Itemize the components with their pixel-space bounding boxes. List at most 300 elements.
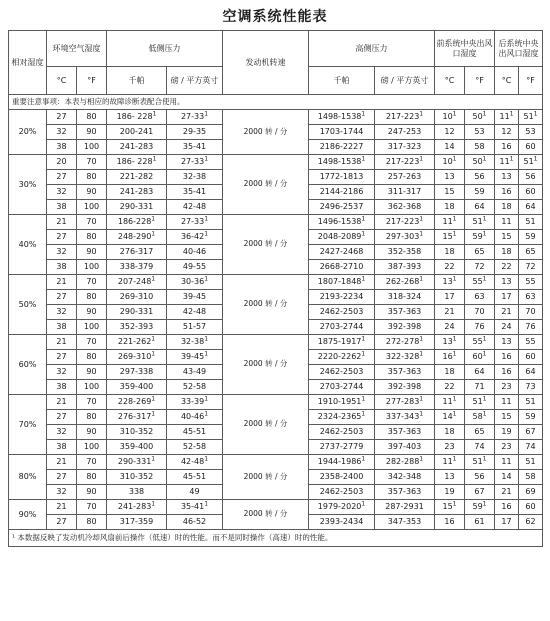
cell-rear-c: 11 bbox=[495, 395, 519, 410]
cell-high-kpa: 2496-2537 bbox=[309, 200, 375, 215]
cell-high-psi: 287-2931 bbox=[375, 500, 435, 515]
cell-rear-c: 14 bbox=[495, 470, 519, 485]
footnote-marker: 1 bbox=[204, 350, 209, 358]
cell-high-psi: $217-223^1$ bbox=[375, 215, 435, 230]
cell-ambient-f: 80 bbox=[77, 230, 107, 245]
cell-front-f: 65 bbox=[465, 245, 495, 260]
cell-engine-speed: 2000 转 / 分 bbox=[223, 110, 309, 155]
footnote-marker: 1 bbox=[419, 230, 424, 238]
cell-low-psi: 42-48 bbox=[167, 200, 223, 215]
footnote-marker: 1 bbox=[419, 155, 424, 163]
cell-ambient-c: 21 bbox=[47, 395, 77, 410]
cell-ambient-f: 90 bbox=[77, 485, 107, 500]
cell-low-kpa: $269-310^1$ bbox=[107, 350, 167, 365]
cell-ambient-f: 70 bbox=[77, 335, 107, 350]
table-row bbox=[9, 110, 543, 125]
cell-low-kpa: 310-352 bbox=[107, 470, 167, 485]
cell-rear-c: 12 bbox=[495, 125, 519, 140]
footnote-marker: 1 bbox=[452, 350, 457, 358]
cell-front-c: $15^1$ bbox=[435, 500, 465, 515]
footnote-marker: 1 bbox=[482, 110, 487, 118]
cell-relative-humidity: 80% bbox=[9, 455, 47, 500]
footnote-marker: 1 bbox=[482, 155, 487, 163]
cell-front-c: 12 bbox=[435, 125, 465, 140]
footnote-marker: 1 bbox=[151, 275, 156, 283]
footnote-marker: 1 bbox=[361, 230, 366, 238]
cell-low-psi: 32-38 bbox=[167, 170, 223, 185]
cell-high-kpa: 2358-2400 bbox=[309, 470, 375, 485]
cell-high-psi: 362-368 bbox=[375, 200, 435, 215]
cell-rear-f: 63 bbox=[519, 290, 543, 305]
cell-ambient-c: 32 bbox=[47, 365, 77, 380]
cell-ambient-f: 70 bbox=[77, 395, 107, 410]
cell-low-psi: $27-33^1$ bbox=[167, 110, 223, 125]
cell-low-kpa: $228-269^1$ bbox=[107, 395, 167, 410]
cell-low-psi: 39-45 bbox=[167, 290, 223, 305]
table-row bbox=[9, 215, 543, 230]
cell-ambient-c: 38 bbox=[47, 380, 77, 395]
cell-high-psi: 392-398 bbox=[375, 320, 435, 335]
cell-ambient-c: 27 bbox=[47, 110, 77, 125]
cell-high-kpa: 2462-2503 bbox=[309, 305, 375, 320]
cell-low-kpa: 338-379 bbox=[107, 260, 167, 275]
footnote-marker: 1 bbox=[361, 215, 366, 223]
footnote-marker: 1 bbox=[361, 335, 366, 343]
cell-engine-speed: 2000 转 / 分 bbox=[223, 335, 309, 395]
cell-ambient-c: 32 bbox=[47, 245, 77, 260]
cell-high-psi: 357-363 bbox=[375, 485, 435, 500]
cell-front-f: 74 bbox=[465, 440, 495, 455]
cell-high-kpa: 1498-1538$^1$ bbox=[309, 155, 375, 170]
cell-front-f: $60^1$ bbox=[465, 350, 495, 365]
cell-high-kpa: 1875-1917$^1$ bbox=[309, 335, 375, 350]
table-title: 空调系统性能表 bbox=[222, 9, 328, 25]
header-rear-c: °C bbox=[495, 67, 519, 95]
cell-high-psi: $282-288^1$ bbox=[375, 455, 435, 470]
header-rear-outlet: 后系统中央出风口湿度 bbox=[495, 31, 543, 67]
cell-low-psi: 40-46 bbox=[167, 245, 223, 260]
cell-high-kpa: 1496-1538$^1$ bbox=[309, 215, 375, 230]
cell-rear-f: 60 bbox=[519, 350, 543, 365]
footnote-marker: 1 bbox=[509, 110, 514, 118]
footnote-marker: 1 bbox=[482, 335, 487, 343]
footnote-marker: 1 bbox=[204, 455, 209, 463]
cell-low-psi: 51-57 bbox=[167, 320, 223, 335]
cell-ambient-f: 90 bbox=[77, 125, 107, 140]
header-low-side-pressure: 低侧压力 bbox=[107, 31, 223, 67]
cell-low-kpa: 310-352 bbox=[107, 425, 167, 440]
cell-rear-f: 59 bbox=[519, 230, 543, 245]
cell-high-psi: 247-253 bbox=[375, 125, 435, 140]
cell-front-c: 18 bbox=[435, 245, 465, 260]
cell-rear-f: 58 bbox=[519, 470, 543, 485]
footnote-marker: 1 bbox=[452, 335, 457, 343]
cell-rear-c: $11^1$ bbox=[495, 110, 519, 125]
cell-ambient-c: 27 bbox=[47, 410, 77, 425]
cell-low-psi: $27-33^1$ bbox=[167, 215, 223, 230]
table-row bbox=[9, 155, 543, 170]
cell-front-f: 65 bbox=[465, 425, 495, 440]
footnote-marker: 1 bbox=[419, 455, 424, 463]
cell-high-psi: $322-328^1$ bbox=[375, 350, 435, 365]
cell-rear-f: 70 bbox=[519, 305, 543, 320]
footnote: ¹ 本数据反映了发动机冷却风扇前后操作（低速）时的性能。而不是同时操作（高速）时的性能。 bbox=[9, 530, 543, 547]
cell-ambient-c: 21 bbox=[47, 455, 77, 470]
footnote-marker: 1 bbox=[452, 410, 457, 418]
cell-front-f: $59^1$ bbox=[465, 230, 495, 245]
cell-high-kpa: 2427-2468 bbox=[309, 245, 375, 260]
footnote-marker: 1 bbox=[361, 155, 366, 163]
cell-high-kpa: 2220-2262$^1$ bbox=[309, 350, 375, 365]
footnote-marker: 1 bbox=[204, 395, 209, 403]
cell-rear-c: 21 bbox=[495, 305, 519, 320]
footnote-marker: 1 bbox=[452, 395, 457, 403]
cell-rear-f: 64 bbox=[519, 200, 543, 215]
cell-front-c: 18 bbox=[435, 365, 465, 380]
cell-rear-c: 11 bbox=[495, 215, 519, 230]
cell-ambient-c: 21 bbox=[47, 335, 77, 350]
cell-rear-f: $51^1$ bbox=[519, 110, 543, 125]
cell-front-c: 15 bbox=[435, 185, 465, 200]
cell-front-c: $10^1$ bbox=[435, 110, 465, 125]
cell-low-kpa: 200-241 bbox=[107, 125, 167, 140]
cell-ambient-f: 80 bbox=[77, 515, 107, 530]
header-ambient-air: 环境空气湿度 bbox=[47, 31, 107, 67]
header-ambient-f: °F bbox=[77, 67, 107, 95]
cell-low-kpa: 241-283 bbox=[107, 140, 167, 155]
footnote-marker: 1 bbox=[419, 335, 424, 343]
cell-high-kpa: 1910-1951$^1$ bbox=[309, 395, 375, 410]
cell-ambient-f: 100 bbox=[77, 380, 107, 395]
cell-low-psi: 49 bbox=[167, 485, 223, 500]
footnote-marker: 1 bbox=[482, 215, 487, 223]
cell-ambient-c: 32 bbox=[47, 425, 77, 440]
footnote-marker: 1 bbox=[151, 500, 156, 508]
cell-low-psi: 35-41 bbox=[167, 185, 223, 200]
cell-low-psi: 29-35 bbox=[167, 125, 223, 140]
cell-low-kpa: $186-228^1$ bbox=[107, 215, 167, 230]
cell-rear-c: 13 bbox=[495, 170, 519, 185]
cell-relative-humidity: 90% bbox=[9, 500, 47, 530]
header-low-kpa: 千帕 bbox=[107, 67, 167, 95]
footnote-marker: 1 bbox=[482, 230, 487, 238]
cell-rear-c: 21 bbox=[495, 485, 519, 500]
cell-front-c: $11^1$ bbox=[435, 455, 465, 470]
cell-ambient-c: 38 bbox=[47, 140, 77, 155]
cell-front-c: 13 bbox=[435, 470, 465, 485]
cell-low-kpa: $290-331^1$ bbox=[107, 455, 167, 470]
cell-high-kpa: 2144-2186 bbox=[309, 185, 375, 200]
cell-ambient-c: 27 bbox=[47, 515, 77, 530]
table-row bbox=[9, 275, 543, 290]
footnote-marker: 1 bbox=[419, 410, 424, 418]
cell-front-f: $51^1$ bbox=[465, 395, 495, 410]
cell-high-kpa: 2324-2365$^1$ bbox=[309, 410, 375, 425]
cell-rear-c: 19 bbox=[495, 425, 519, 440]
cell-ambient-f: 80 bbox=[77, 350, 107, 365]
cell-low-kpa: 186- $228^1$ bbox=[107, 110, 167, 125]
footnote-marker: 1 bbox=[482, 275, 487, 283]
footnote-marker: 1 bbox=[452, 110, 457, 118]
cell-low-kpa: $221-262^1$ bbox=[107, 335, 167, 350]
cell-ambient-f: 80 bbox=[77, 410, 107, 425]
cell-high-psi: 392-398 bbox=[375, 380, 435, 395]
cell-rear-c: 15 bbox=[495, 230, 519, 245]
cell-ambient-f: 100 bbox=[77, 440, 107, 455]
cell-high-kpa: 2462-2503 bbox=[309, 425, 375, 440]
cell-ambient-f: 90 bbox=[77, 305, 107, 320]
cell-high-kpa: 1498-1538$^1$ bbox=[309, 110, 375, 125]
cell-front-f: 58 bbox=[465, 140, 495, 155]
cell-rear-f: 60 bbox=[519, 500, 543, 515]
cell-front-c: 23 bbox=[435, 440, 465, 455]
cell-high-kpa: 2703-2744 bbox=[309, 320, 375, 335]
cell-low-kpa: 359-400 bbox=[107, 440, 167, 455]
cell-front-f: 56 bbox=[465, 170, 495, 185]
cell-rear-f: 62 bbox=[519, 515, 543, 530]
cell-rear-f: 59 bbox=[519, 410, 543, 425]
cell-front-f: $51^1$ bbox=[465, 215, 495, 230]
cell-rear-f: 56 bbox=[519, 170, 543, 185]
cell-high-kpa: 2462-2503 bbox=[309, 365, 375, 380]
cell-relative-humidity: 20% bbox=[9, 110, 47, 155]
cell-front-c: $14^1$ bbox=[435, 410, 465, 425]
cell-low-kpa: 186- $228^1$ bbox=[107, 155, 167, 170]
cell-front-c: 22 bbox=[435, 380, 465, 395]
cell-low-kpa: $248-290^1$ bbox=[107, 230, 167, 245]
cell-front-f: 71 bbox=[465, 380, 495, 395]
cell-ambient-c: 32 bbox=[47, 485, 77, 500]
footnote-marker: 1 bbox=[419, 350, 424, 358]
cell-low-psi: $42-48^1$ bbox=[167, 455, 223, 470]
cell-low-kpa: $207-248^1$ bbox=[107, 275, 167, 290]
cell-high-psi: $297-303^1$ bbox=[375, 230, 435, 245]
cell-rear-c: 16 bbox=[495, 500, 519, 515]
cell-high-kpa: 2703-2744 bbox=[309, 380, 375, 395]
cell-ambient-f: 70 bbox=[77, 500, 107, 515]
cell-high-psi: 387-393 bbox=[375, 260, 435, 275]
footnote-marker: 1 bbox=[204, 110, 209, 118]
cell-rear-c: 16 bbox=[495, 350, 519, 365]
cell-engine-speed: 2000 转 / 分 bbox=[223, 500, 309, 530]
footnote-marker: 1 bbox=[361, 395, 366, 403]
cell-ambient-f: 80 bbox=[77, 290, 107, 305]
cell-high-psi: 347-353 bbox=[375, 515, 435, 530]
cell-rear-c: 11 bbox=[495, 455, 519, 470]
cell-low-kpa: 359-400 bbox=[107, 380, 167, 395]
cell-front-f: 72 bbox=[465, 260, 495, 275]
cell-relative-humidity: 30% bbox=[9, 155, 47, 215]
cell-front-c: $11^1$ bbox=[435, 395, 465, 410]
header-front-c: °C bbox=[435, 67, 465, 95]
footnote-marker: 1 bbox=[482, 395, 487, 403]
cell-high-psi: $262-268^1$ bbox=[375, 275, 435, 290]
cell-rear-c: 16 bbox=[495, 185, 519, 200]
footnote-marker: 1 bbox=[204, 155, 209, 163]
footnote-marker: 1 bbox=[452, 155, 457, 163]
footnote-marker: 1 bbox=[204, 335, 209, 343]
cell-front-c: $10^1$ bbox=[435, 155, 465, 170]
cell-low-psi: 49-55 bbox=[167, 260, 223, 275]
header-front-outlet: 前系统中央出风口湿度 bbox=[435, 31, 495, 67]
cell-low-psi: 52-58 bbox=[167, 380, 223, 395]
cell-relative-humidity: 50% bbox=[9, 275, 47, 335]
footnote-marker: 1 bbox=[151, 215, 156, 223]
cell-low-psi: $32-38^1$ bbox=[167, 335, 223, 350]
cell-ambient-c: 27 bbox=[47, 170, 77, 185]
table-row bbox=[9, 395, 543, 410]
footnote-marker: 1 bbox=[151, 455, 156, 463]
cell-ambient-c: 38 bbox=[47, 260, 77, 275]
cell-ambient-c: 27 bbox=[47, 350, 77, 365]
cell-rear-c: 16 bbox=[495, 140, 519, 155]
cell-rear-c: 24 bbox=[495, 320, 519, 335]
cell-ambient-f: 90 bbox=[77, 245, 107, 260]
footnote-marker: 1 bbox=[361, 500, 366, 508]
cell-low-psi: $39-45^1$ bbox=[167, 350, 223, 365]
header-engine-speed: 发动机转速 bbox=[223, 31, 309, 95]
footnote-marker: 1 bbox=[151, 410, 156, 418]
footnote-marker: 1 bbox=[152, 155, 157, 163]
cell-ambient-f: 100 bbox=[77, 320, 107, 335]
cell-ambient-f: 70 bbox=[77, 155, 107, 170]
cell-high-psi: 352-358 bbox=[375, 245, 435, 260]
header-high-psi: 磅 / 平方英寸 bbox=[375, 67, 435, 95]
cell-high-kpa: 2393-2434 bbox=[309, 515, 375, 530]
footnote-marker: 1 bbox=[482, 350, 487, 358]
cell-low-psi: $30-36^1$ bbox=[167, 275, 223, 290]
footnote-marker: 1 bbox=[419, 215, 424, 223]
cell-ambient-c: 27 bbox=[47, 290, 77, 305]
cell-rear-f: 51 bbox=[519, 455, 543, 470]
cell-high-psi: 317-323 bbox=[375, 140, 435, 155]
cell-ambient-f: 100 bbox=[77, 140, 107, 155]
cell-ambient-f: 90 bbox=[77, 365, 107, 380]
footnote-marker: 1 bbox=[151, 350, 156, 358]
footnote-marker: 1 bbox=[361, 410, 366, 418]
footnote-marker: 1 bbox=[152, 110, 157, 118]
cell-front-f: $59^1$ bbox=[465, 500, 495, 515]
cell-front-f: $50^1$ bbox=[465, 110, 495, 125]
header-front-f: °F bbox=[465, 67, 495, 95]
table-row bbox=[9, 335, 543, 350]
cell-rear-c: 13 bbox=[495, 275, 519, 290]
cell-ambient-f: 70 bbox=[77, 275, 107, 290]
cell-front-c: $15^1$ bbox=[435, 230, 465, 245]
cell-low-kpa: $241-283^1$ bbox=[107, 500, 167, 515]
cell-front-c: 13 bbox=[435, 170, 465, 185]
table-body bbox=[9, 95, 543, 530]
cell-front-f: $50^1$ bbox=[465, 155, 495, 170]
footnote-marker: 1 bbox=[452, 455, 457, 463]
cell-front-c: 14 bbox=[435, 140, 465, 155]
cell-high-kpa: 2193-2234 bbox=[309, 290, 375, 305]
cell-front-f: $55^1$ bbox=[465, 335, 495, 350]
cell-high-psi: 257-263 bbox=[375, 170, 435, 185]
cell-front-f: $51^1$ bbox=[465, 455, 495, 470]
footnote-marker: 1 bbox=[452, 215, 457, 223]
cell-rear-f: 51 bbox=[519, 395, 543, 410]
cell-rear-c: 18 bbox=[495, 245, 519, 260]
header-high-kpa: 千帕 bbox=[309, 67, 375, 95]
footnote-marker: 1 bbox=[204, 215, 209, 223]
cell-ambient-f: 80 bbox=[77, 110, 107, 125]
cell-engine-speed: 2000 转 / 分 bbox=[223, 215, 309, 275]
cell-high-kpa: 1772-1813 bbox=[309, 170, 375, 185]
cell-high-kpa: 2462-2503 bbox=[309, 485, 375, 500]
cell-ambient-c: 21 bbox=[47, 500, 77, 515]
cell-relative-humidity: 40% bbox=[9, 215, 47, 275]
cell-low-kpa: 297-338 bbox=[107, 365, 167, 380]
cell-rear-f: 73 bbox=[519, 380, 543, 395]
cell-front-f: 64 bbox=[465, 200, 495, 215]
footnote-marker: 1 bbox=[204, 500, 209, 508]
cell-front-c: $13^1$ bbox=[435, 335, 465, 350]
cell-high-psi: 357-363 bbox=[375, 365, 435, 380]
cell-rear-c: 17 bbox=[495, 290, 519, 305]
cell-rear-c: 16 bbox=[495, 365, 519, 380]
cell-high-kpa: 1807-1848$^1$ bbox=[309, 275, 375, 290]
cell-high-kpa: 1703-1744 bbox=[309, 125, 375, 140]
cell-front-c: 16 bbox=[435, 515, 465, 530]
cell-front-c: $16^1$ bbox=[435, 350, 465, 365]
header-high-side-pressure: 高侧压力 bbox=[309, 31, 435, 67]
cell-high-psi: 357-363 bbox=[375, 305, 435, 320]
cell-high-psi: 311-317 bbox=[375, 185, 435, 200]
cell-low-kpa: 352-393 bbox=[107, 320, 167, 335]
footnote-marker: 1 bbox=[419, 395, 424, 403]
cell-ambient-c: 21 bbox=[47, 275, 77, 290]
footnote-marker: 1 bbox=[361, 350, 366, 358]
cell-front-f: 67 bbox=[465, 485, 495, 500]
cell-front-f: $55^1$ bbox=[465, 275, 495, 290]
cell-low-psi: 43-49 bbox=[167, 365, 223, 380]
cell-low-psi: 42-48 bbox=[167, 305, 223, 320]
cell-front-c: 24 bbox=[435, 320, 465, 335]
cell-high-psi: $217-223^1$ bbox=[375, 155, 435, 170]
cell-ambient-c: 27 bbox=[47, 470, 77, 485]
cell-rear-f: 69 bbox=[519, 485, 543, 500]
footnote-marker: 1 bbox=[482, 500, 487, 508]
footnote-marker: 1 bbox=[482, 410, 487, 418]
cell-low-psi: 45-51 bbox=[167, 425, 223, 440]
cell-front-c: $13^1$ bbox=[435, 275, 465, 290]
cell-high-kpa: 2048-2089$^1$ bbox=[309, 230, 375, 245]
cell-rear-f: 51 bbox=[519, 215, 543, 230]
cell-high-psi: 357-363 bbox=[375, 425, 435, 440]
cell-low-psi: $33-39^1$ bbox=[167, 395, 223, 410]
cell-relative-humidity: 60% bbox=[9, 335, 47, 395]
cell-ambient-c: 32 bbox=[47, 305, 77, 320]
cell-rear-f: 67 bbox=[519, 425, 543, 440]
cell-ambient-f: 100 bbox=[77, 260, 107, 275]
cell-engine-speed: 2000 转 / 分 bbox=[223, 155, 309, 215]
cell-ambient-f: 70 bbox=[77, 215, 107, 230]
cell-front-f: 64 bbox=[465, 365, 495, 380]
footnote-marker: 1 bbox=[204, 230, 209, 238]
footnote-marker: 1 bbox=[419, 110, 424, 118]
cell-low-psi: $27-33^1$ bbox=[167, 155, 223, 170]
cell-ambient-f: 100 bbox=[77, 200, 107, 215]
footnote-marker: 1 bbox=[204, 275, 209, 283]
cell-front-c: $11^1$ bbox=[435, 215, 465, 230]
cell-rear-f: $51^1$ bbox=[519, 155, 543, 170]
cell-low-kpa: 241-283 bbox=[107, 185, 167, 200]
footnote-marker: 1 bbox=[452, 230, 457, 238]
cell-rear-c: 17 bbox=[495, 515, 519, 530]
cell-rear-c: 13 bbox=[495, 335, 519, 350]
cell-rear-f: 65 bbox=[519, 245, 543, 260]
